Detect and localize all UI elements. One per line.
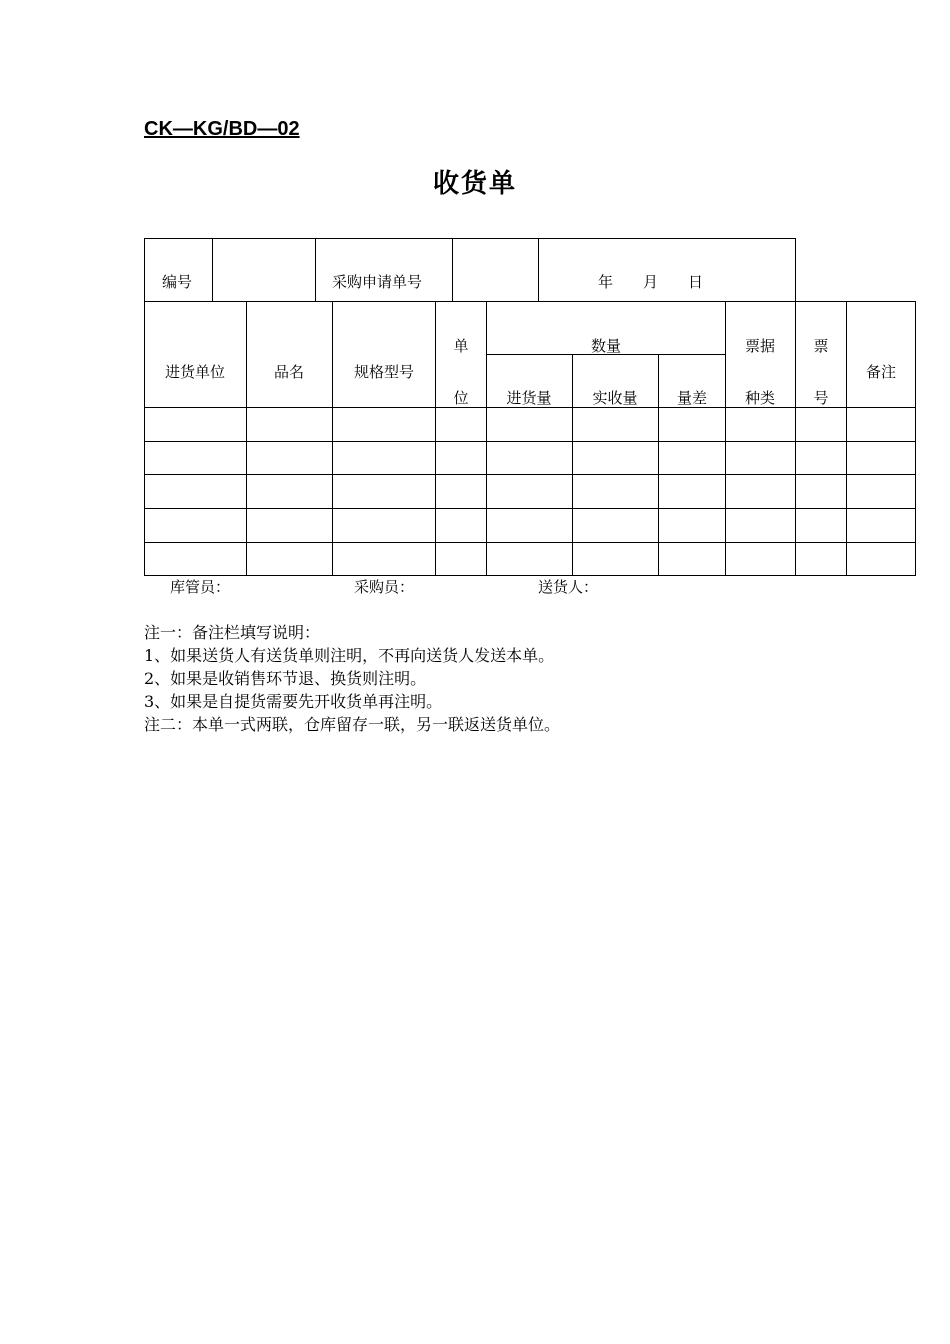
col-quantity: 数量: [590, 337, 622, 355]
col-qty-diff: 量差: [676, 389, 708, 407]
col-invoice-no-bottom: 号: [813, 389, 829, 407]
note-line: 1、如果送货人有送货单则注明，不再向送货人发送本单。: [144, 646, 555, 665]
receipt-form-table: [144, 238, 916, 576]
table-border-top: [144, 238, 796, 239]
note-line: 3、如果是自提货需要先开收货单再注明。: [144, 692, 443, 711]
col-invoice-no-top: 票: [813, 337, 829, 355]
col-qty-received: 实收量: [592, 389, 638, 407]
table-col-line: [658, 354, 659, 576]
col-qty-in: 进货量: [506, 389, 552, 407]
table-header-divider: [144, 301, 916, 302]
buyer-label: 采购员：: [354, 578, 415, 596]
table-col-line: [332, 301, 333, 576]
table-row-line: [144, 542, 916, 543]
table-col-line: [846, 301, 847, 576]
warehouse-keeper-label: 库管员：: [170, 578, 231, 596]
table-row-line: [144, 441, 916, 442]
table-col-line: [538, 238, 539, 301]
note-line: 2、如果是收销售环节退、换货则注明。: [144, 669, 427, 688]
col-invoice-type-bottom: 种类: [744, 389, 776, 407]
table-row-line: [144, 407, 916, 408]
table-row-line: [144, 474, 916, 475]
table-col-line: [795, 238, 796, 301]
col-product-name: 品名: [273, 363, 305, 381]
note-line: 注一：备注栏填写说明：: [144, 623, 321, 642]
col-supplier: 进货单位: [164, 363, 226, 381]
table-row-line: [144, 508, 916, 509]
table-col-line: [315, 238, 316, 301]
table-col-line: [435, 301, 436, 576]
table-col-line: [452, 238, 453, 301]
table-border-left: [144, 238, 145, 576]
page-title: 收货单: [432, 169, 517, 199]
table-col-line: [725, 301, 726, 576]
table-col-line: [246, 301, 247, 576]
number-label: 编号: [162, 273, 193, 291]
purchase-request-label: 采购申请单号: [332, 273, 423, 291]
table-col-line: [795, 301, 796, 576]
col-unit-top: 单: [453, 337, 469, 355]
table-col-line: [486, 301, 487, 576]
col-remark: 备注: [865, 363, 897, 381]
table-border-bottom: [144, 575, 916, 576]
deliverer-label: 送货人：: [538, 578, 599, 596]
table-col-line: [212, 238, 213, 301]
col-spec-model: 规格型号: [353, 363, 415, 381]
date-label: 年 月 日: [598, 273, 704, 291]
note-line: 注二：本单一式两联，仓库留存一联，另一联返送货单位。: [144, 715, 561, 734]
table-col-line: [572, 354, 573, 576]
table-border-right: [915, 301, 916, 576]
document-code: CK—KG/BD—02: [144, 118, 300, 140]
col-unit-bottom: 位: [453, 389, 469, 407]
col-invoice-type-top: 票据: [744, 337, 776, 355]
notes-section: [144, 621, 560, 736]
